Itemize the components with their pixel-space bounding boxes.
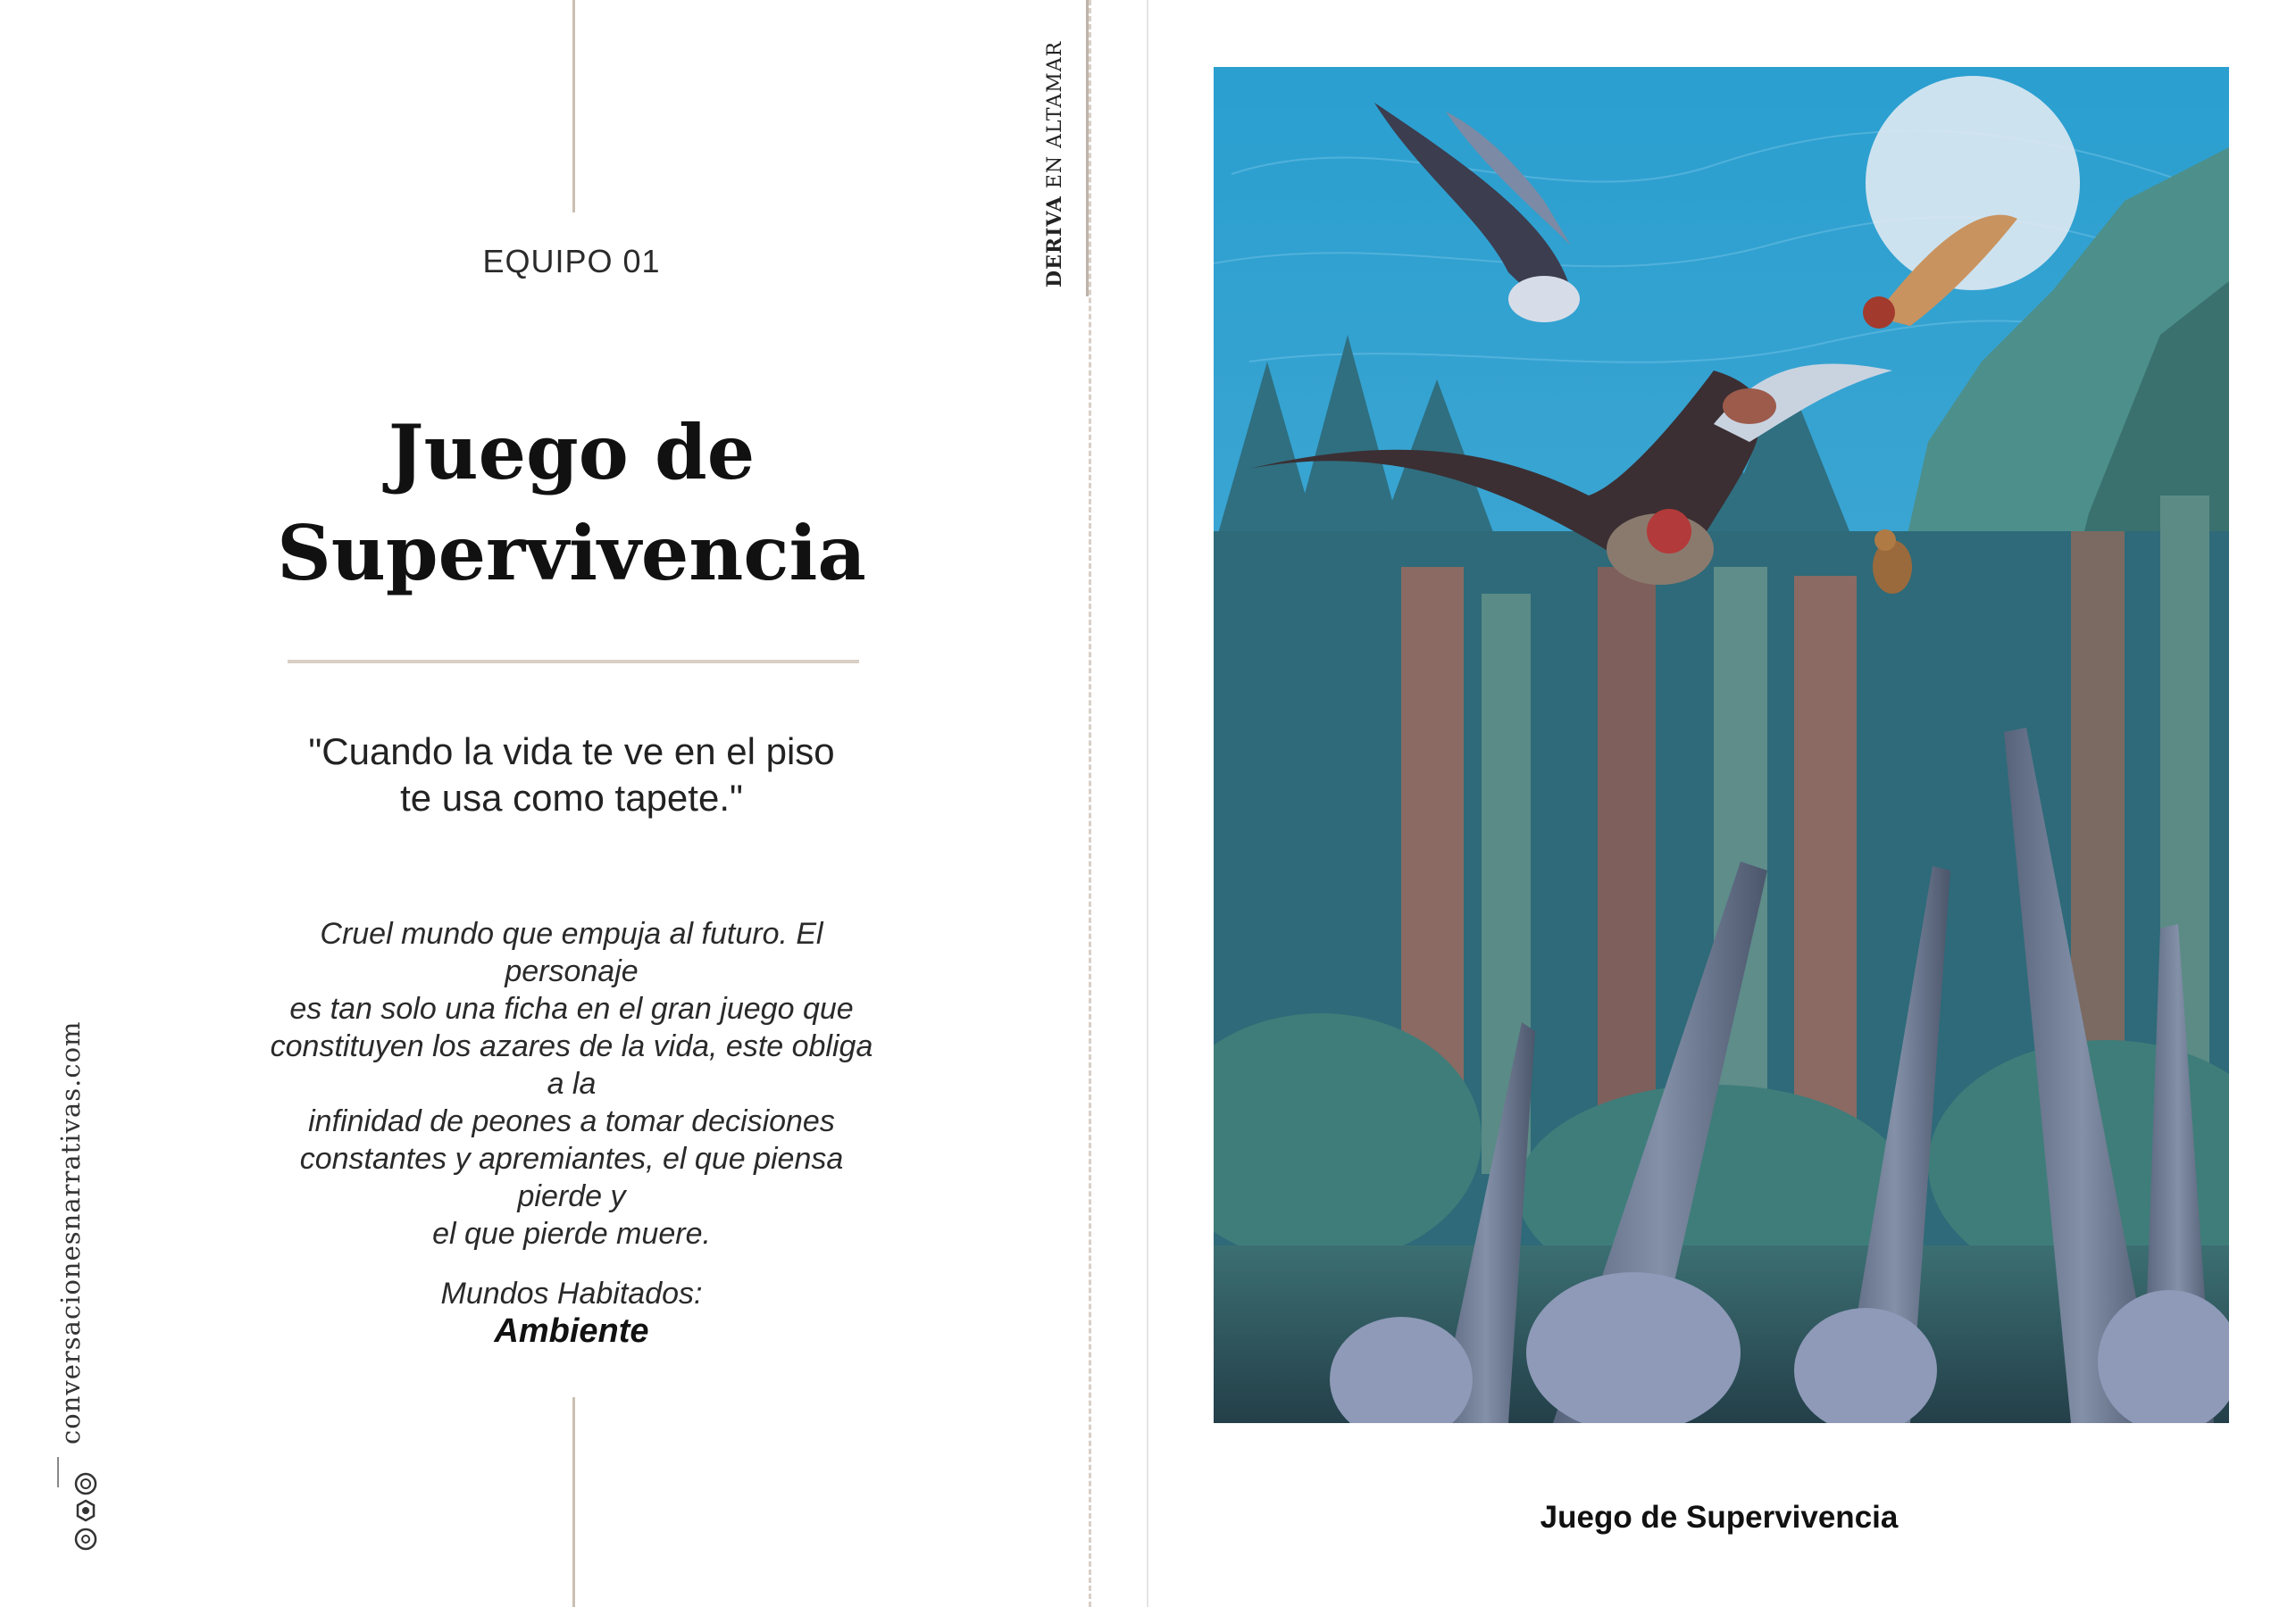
story-title — [196, 402, 947, 604]
synopsis-line: constantes y apremiantes, el que piensa pierde y — [299, 1142, 844, 1213]
cover-artwork — [1214, 67, 2229, 1423]
eye-logo-icon — [76, 1529, 96, 1549]
synopsis — [259, 915, 884, 1253]
quote-line1: "Cuando la vida te ve en el piso — [308, 730, 835, 772]
worlds-value: Ambiente — [494, 1312, 649, 1350]
story-title-line1: Juego de — [388, 408, 756, 496]
synopsis-line: constituyen los azares de la vida, este obliga a la — [270, 1029, 873, 1101]
title-divider — [288, 660, 859, 663]
cover-caption: Juego de Supervivencia — [1540, 1500, 1899, 1535]
spine-brand-rest: EN ALTAMAR — [1044, 40, 1066, 196]
publisher-logo — [68, 1471, 104, 1553]
quote-line2: te usa como tapete." — [400, 777, 743, 819]
story-title-line2: Supervivencia — [277, 509, 866, 597]
worlds-label: Mundos Habitados: — [440, 1277, 703, 1311]
left-page — [0, 0, 1146, 1607]
quote — [268, 729, 875, 821]
website-separator — [57, 1457, 59, 1487]
page-divider — [1147, 0, 1148, 1607]
spine-brand — [1043, 41, 1066, 287]
spine-accent-bar — [1086, 0, 1089, 296]
spine-fold-line — [1089, 0, 1091, 1607]
synopsis-line: es tan solo una ficha en el gran juego que — [289, 992, 854, 1026]
gear-logo-icon — [78, 1501, 94, 1520]
spine-brand-bold: DERIVA — [1043, 196, 1066, 287]
top-vertical-rule — [572, 0, 575, 212]
book-logo-icon — [76, 1474, 96, 1494]
website-url: conversacionesnarrativas.com — [55, 1020, 86, 1445]
synopsis-line: el que pierde muere. — [432, 1217, 711, 1251]
synopsis-line: infinidad de peones a tomar decisiones — [308, 1104, 835, 1138]
team-label: EQUIPO 01 — [482, 243, 661, 279]
synopsis-line: Cruel mundo que empuja al futuro. El personaje — [320, 917, 823, 988]
bottom-vertical-rule — [572, 1397, 575, 1607]
